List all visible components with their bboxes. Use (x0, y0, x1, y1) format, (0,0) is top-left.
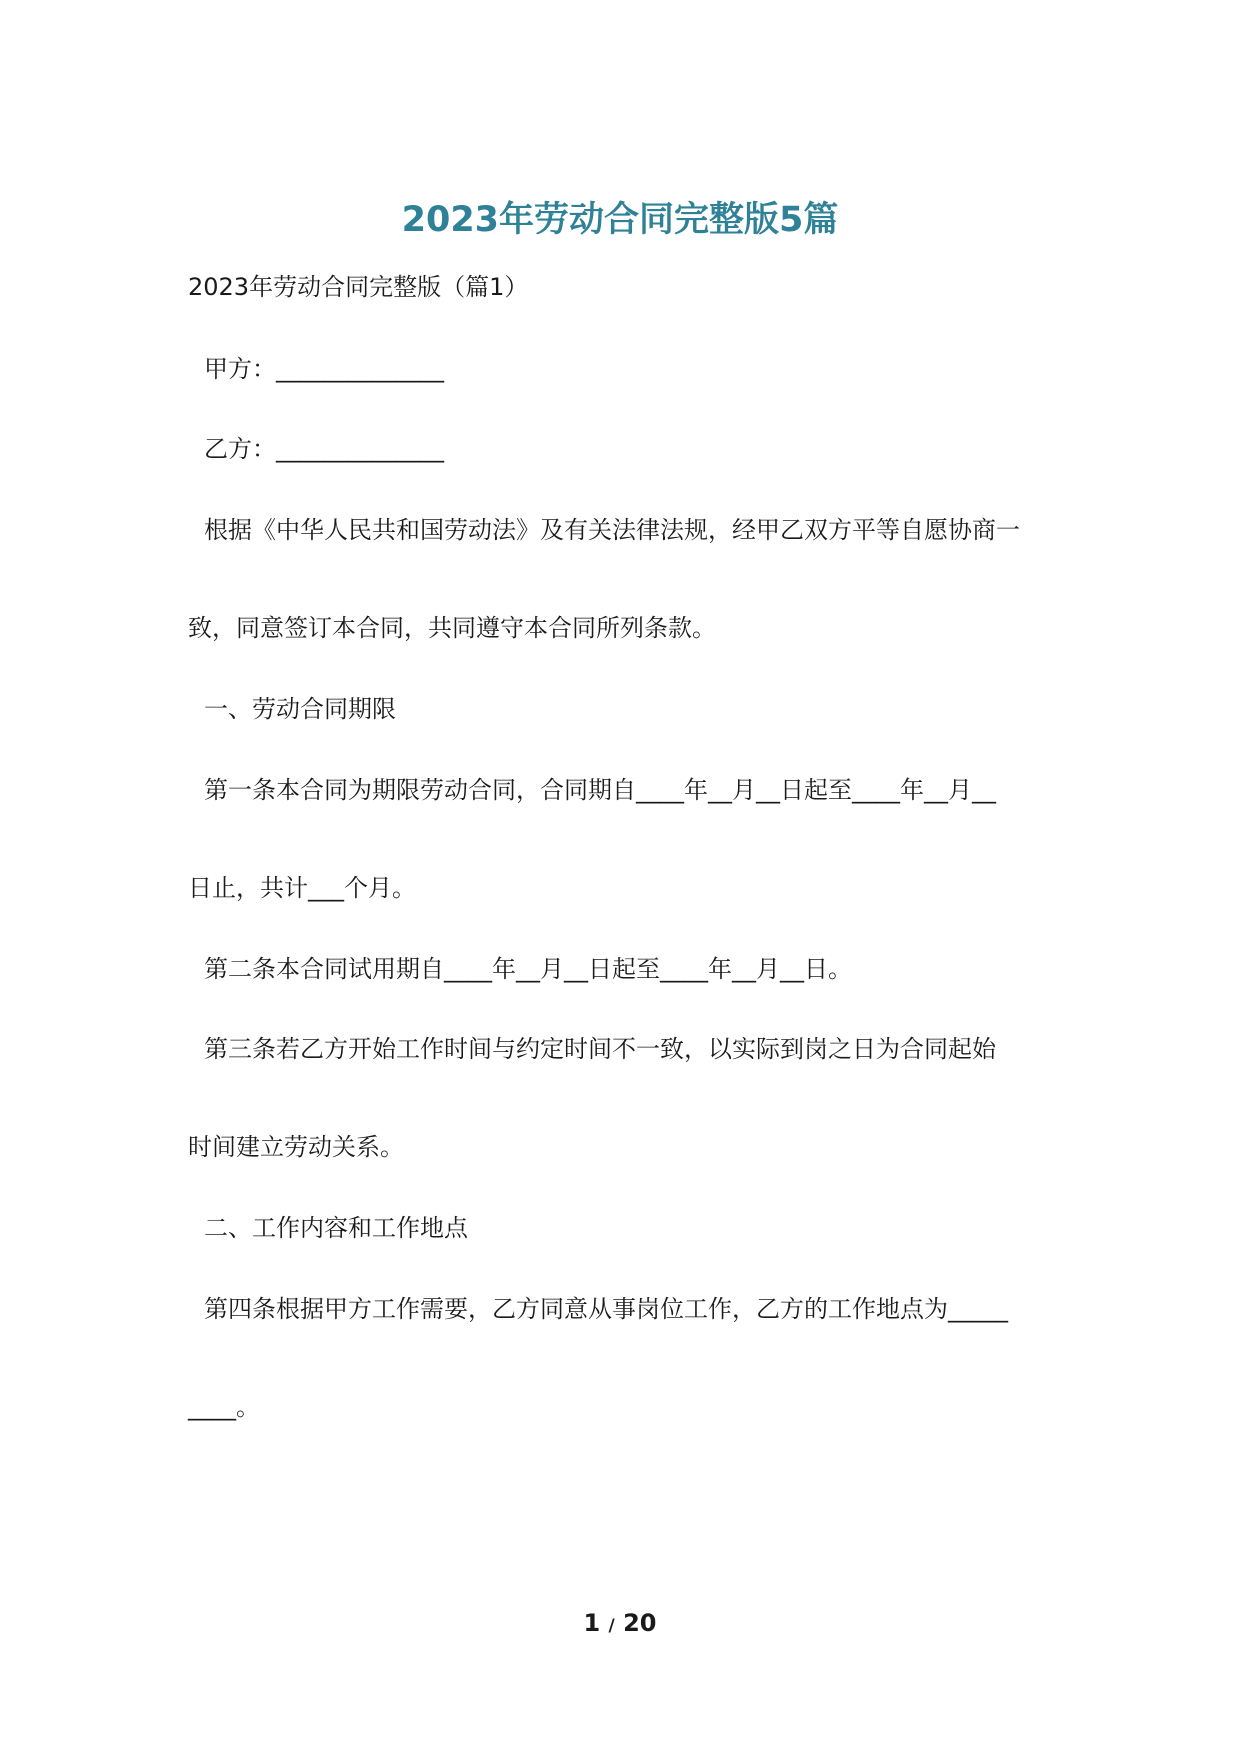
document-title: 2023年劳动合同完整版5篇 (401, 200, 839, 240)
paragraph-line: ____。 (188, 1393, 260, 1421)
section-heading: 2023年劳动合同完整版（篇1） (188, 273, 529, 301)
total-pages: 20 (623, 1609, 657, 1637)
party-a-line: 甲方：______________ (204, 355, 444, 383)
page-separator: / (608, 1616, 615, 1636)
paragraph-line: 根据《中华人民共和国劳动法》及有关法律法规，经甲乙双方平等自愿协商一 (204, 516, 1020, 544)
paragraph-line: 第二条本合同试用期自____年__月__日起至____年__月__日。 (204, 955, 852, 983)
clause-heading: 一、劳动合同期限 (204, 695, 396, 723)
party-b-line: 乙方：______________ (204, 435, 444, 463)
current-page: 1 (583, 1609, 601, 1637)
paragraph-line: 第四条根据甲方工作需要，乙方同意从事岗位工作，乙方的工作地点为_____ (204, 1295, 1008, 1323)
page-number (0, 1606, 1240, 1643)
paragraph-line: 日止，共计___个月。 (188, 874, 416, 902)
paragraph-line: 致，同意签订本合同，共同遵守本合同所列条款。 (188, 614, 716, 642)
paragraph-line: 第三条若乙方开始工作时间与约定时间不一致，以实际到岗之日为合同起始 (204, 1035, 996, 1063)
clause-heading: 二、工作内容和工作地点 (204, 1214, 468, 1242)
paragraph-line: 时间建立劳动关系。 (188, 1133, 404, 1161)
paragraph-line: 第一条本合同为期限劳动合同，合同期自____年__月__日起至____年__月__ (204, 776, 996, 804)
